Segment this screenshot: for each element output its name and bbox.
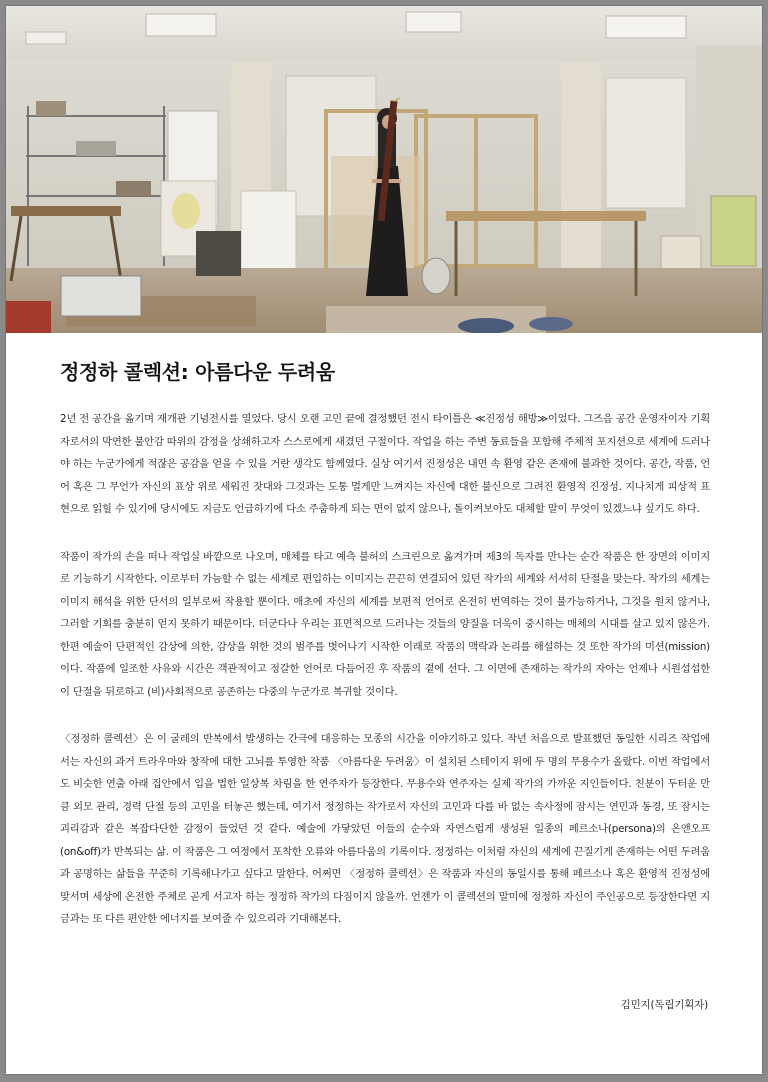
- document-page: [6, 6, 762, 1074]
- article-paragraph-2: 작품이 작가의 손을 떠나 작업실 바깥으로 나오며, 매체를 타고 예측 불허의 스크린으로 옮겨가며 제3의 독자를 만나는 순간 작품은 한 장면의 이미지로 기능하기 시작한다. 이로부터 가늠할 수 없는 세계로 편입하는 이미지는 끈끈히 연결되어 있던 작가의 세계와 서서히 단절을 맞는다. 작가의 세계는 이미지 해석을 위한 단서의 일부로써 작용할 뿐이다. 애초에 자신의 세계를 보편적 언어로 온전히 번역하는 것이 불가능하거나, 그것을 원치 않거나, 그러할 기회를 충분히 얻지 못하기 때문이다. 더군다나 우리는 표면적으로 드러나는 것들의 양질을 더욱이 중시하는 매체의 시대를 살고 있지 않은가. 한편 예술이 단편적인 감상에 의한, 감상을 위한 것의 범주를 벗어나기 시작한 이래로 작품의 맥락과 논리를 해설하는 것 또한 작가의 미션(mission)이다. 작품에 일조한 사유와 시간은 객관적이고 정갈한 언어로 다듬어진 후 작품의 곁에 선다. 그 이면에 존재하는 작가의 자아는 언제나 시원섭섭한 이 단절을 뒤로하고 (비)사회적으로 공존하는 다중의 누군가로 복귀할 것이다.: [60, 550, 710, 698]
- article-paragraph-1: 2년 전 공간을 옮기며 재개관 기념전시를 열었다. 당시 오랜 고민 끝에 결정했던 전시 타이틀은 ≪진정성 해방≫이었다. 그즈음 공간 운영자이자 기획자로서의 막연한 불안감 따위의 감정을 상쇄하고자 스스로에게 새겼던 구절이다. 작업을 하는 주변 동료들을 포함해 주체적 포지션으로 세계에 드러나야 하는 누군가에게 적잖은 공감을 얻을 수 있을 거란 생각도 함께였다. 실상 여기서 진정성은 내면 속 환영 같은 존재에 불과한 것이다. 공간, 작품, 언어 혹은 그 무언가 자신의 표상 위로 세워진 잣대와 그것과는 도통 멀게만 느껴지는 자신에 대한 불신으로 그려진 환영적 진정성. 지나치게 피상적 표현으로 읽힐 수 있기에 당시에도 지금도 언급하기에 다소 주춤하게 되는 면이 없지 않으나, 돌이켜보아도 대체할 말이 무엇이 있겠느냐 싶기도 하다.: [60, 413, 710, 515]
- author-byline: 김민지(독립기획자): [620, 999, 708, 1011]
- article-title: 정정하 콜렉션: 아름다운 두려움: [60, 360, 335, 384]
- article-paragraph-3: 〈정정하 콜렉션〉은 이 굴레의 반복에서 발생하는 간극에 대응하는 모종의 시간을 이야기하고 있다. 작년 처음으로 발표했던 동일한 시리즈 작업에서는 자신의 과거 트라우마와 창작에 대한 고뇌를 투영한 작품 〈아름다운 두려움〉이 설치된 스테이지 위에 두 명의 무용수가 올랐다. 이번 작업에서도 비슷한 연출 아래 집안에서 입을 법한 일상복 차림을 한 연주자가 등장한다. 무용수와 연주자는 실제 작가의 가까운 지인들이다. 친분이 두터운 만큼 외모 관리, 경력 단절 등의 고민을 터놓곤 했는데, 여기서 정정하는 작가로서 자신의 고민과 다를 바 없는 속사정에 잠시는 연민과 동경, 또 잠시는 괴리감과 같은 복잡다단한 감정이 들었던 것 같다. 예술에 가닿았던 이들의 순수와 자연스럽게 생성된 일종의 페르소나(persona)의 온앤오프(on&off)가 반복되는 삶. 이 작품은 그 여정에서 포착한 오류와 아름다움의 기록이다. 정정하는 이처럼 자신의 세계에 끈질기게 존재하는 어떤 두려움과 공명하는 삶들을 꾸준히 기록해나가고 싶다고 말한다. 어쩌면 〈정정하 콜렉션〉은 작품과 자신의 동일시를 통해 페르소나 혹은 환영적 진정성에 맞서며 세상에 온전한 주체로 곧게 서고자 하는 정정하 작가의 다짐이지 않을까. 언젠가 이 콜렉션의 말미에 정정하 자신이 주인공으로 등장한다면 지금과는 또 다른 편안한 에너지를 보여줄 수 있으리라 기대해본다.: [60, 733, 710, 925]
- article: [60, 358, 710, 931]
- photo-studio-performer: [6, 6, 762, 333]
